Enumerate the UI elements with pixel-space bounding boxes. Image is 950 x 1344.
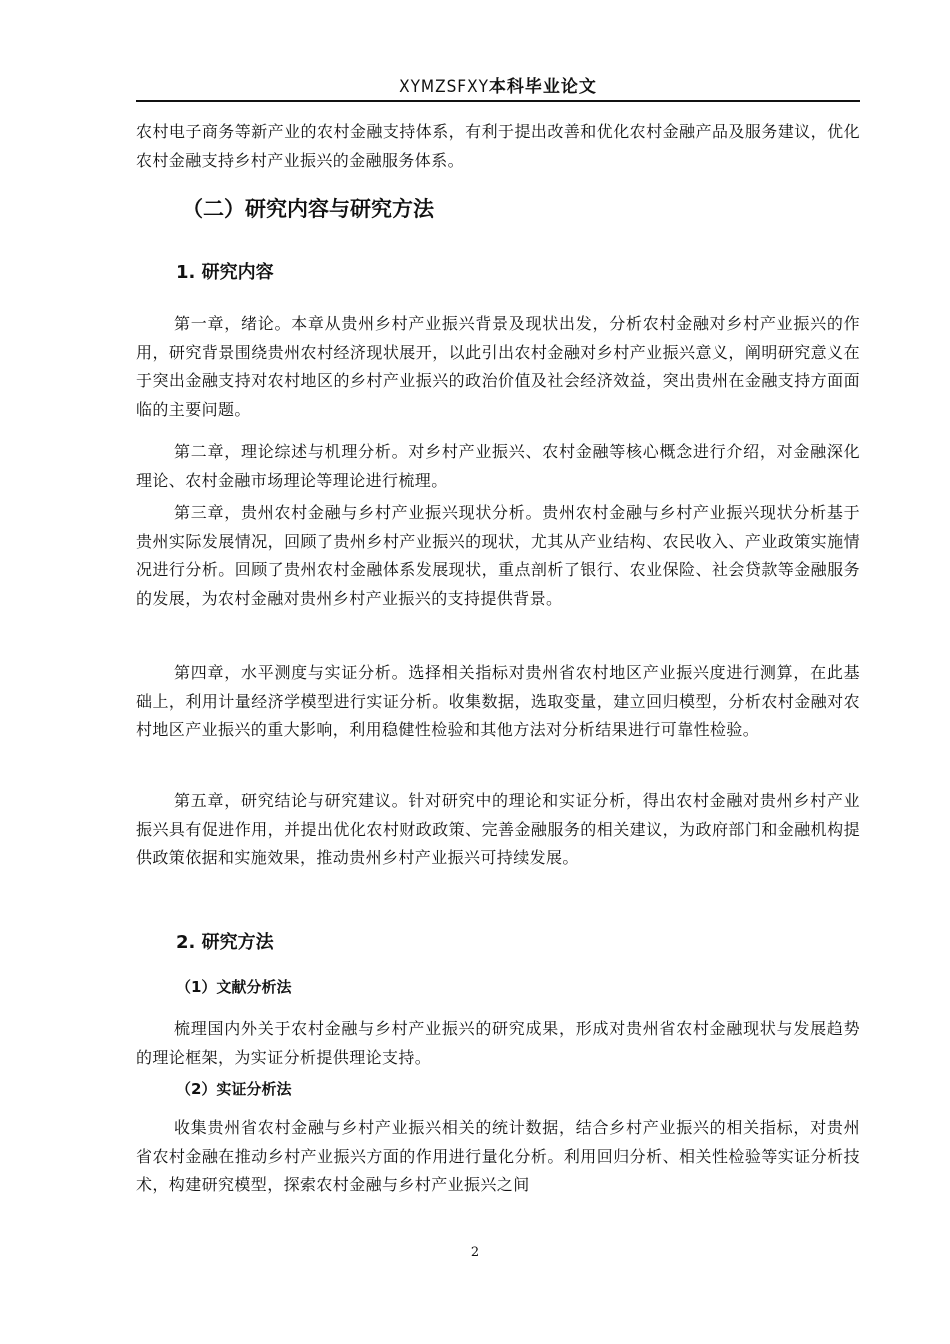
header-school-code: XYMZSFXY [399, 77, 489, 97]
header-title: 本科毕业论文 [488, 77, 597, 97]
paragraph-chapter-5: 第五章，研究结论与研究建议。针对研究中的理论和实证分析，得出农村金融对贵州乡村产业振兴具有促进作用，并提出优化农村财政政策、完善金融服务的相关建议，为政府部门和金融机构提供政策依据和实施效果，推动贵州乡村产业振兴可持续发展。 [136, 791, 860, 867]
subsection-heading-methods: 2. 研究方法 [176, 932, 274, 953]
subsection-heading-content: 1. 研究内容 [176, 262, 274, 283]
continuation-paragraph: 农村电子商务等新产业的农村金融支持体系，有利于提出改善和优化农村金融产品及服务建议，优化农村金融支持乡村产业振兴的金融服务体系。 [136, 122, 860, 170]
page-number: 2 [470, 1245, 480, 1260]
method-heading-empirical: （2）实证分析法 [176, 1080, 292, 1098]
method-heading-literature: （1）文献分析法 [176, 978, 292, 996]
paragraph-chapter-3: 第三章，贵州农村金融与乡村产业振兴现状分析。贵州农村金融与乡村产业振兴现状分析基于贵州实际发展情况，回顾了贵州乡村产业振兴的现状，尤其从产业结构、农民收入、产业政策实施情况进行分析。回顾了贵州农村金融体系发展现状，重点剖析了银行、农业保险、社会贷款等金融服务的发展，为农村金融对贵州乡村产业振兴的支持提供背景。 [136, 503, 860, 608]
running-header [136, 72, 860, 102]
paragraph-literature-method: 梳理国内外关于农村金融与乡村产业振兴的研究成果，形成对贵州省农村金融现状与发展趋势的理论框架，为实证分析提供理论支持。 [136, 1019, 860, 1067]
paragraph-chapter-4: 第四章，水平测度与实证分析。选择相关指标对贵州省农村地区产业振兴度进行测算，在此基础上，利用计量经济学模型进行实证分析。收集数据，选取变量，建立回归模型，分析农村金融对农村地区产业振兴的重大影响，利用稳健性检验和其他方法对分析结果进行可靠性检验。 [136, 663, 860, 739]
paragraph-chapter-2: 第二章，理论综述与机理分析。对乡村产业振兴、农村金融等核心概念进行介绍，对金融深化理论、农村金融市场理论等理论进行梳理。 [136, 442, 860, 490]
section-heading: （二）研究内容与研究方法 [182, 197, 434, 221]
paragraph-empirical-method: 收集贵州省农村金融与乡村产业振兴相关的统计数据，结合乡村产业振兴的相关指标，对贵州省农村金融在推动乡村产业振兴方面的作用进行量化分析。利用回归分析、相关性检验等实证分析技术，构建研究模型，探索农村金融与乡村产业振兴之间 [136, 1118, 860, 1194]
paragraph-chapter-1: 第一章，绪论。本章从贵州乡村产业振兴背景及现状出发，分析农村金融对乡村产业振兴的作用，研究背景围绕贵州农村经济现状展开，以此引出农村金融对乡村产业振兴意义，阐明研究意义在于突出金融支持对农村地区的乡村产业振兴的政治价值及社会经济效益，突出贵州在金融支持方面面临的主要问题。 [136, 314, 860, 419]
